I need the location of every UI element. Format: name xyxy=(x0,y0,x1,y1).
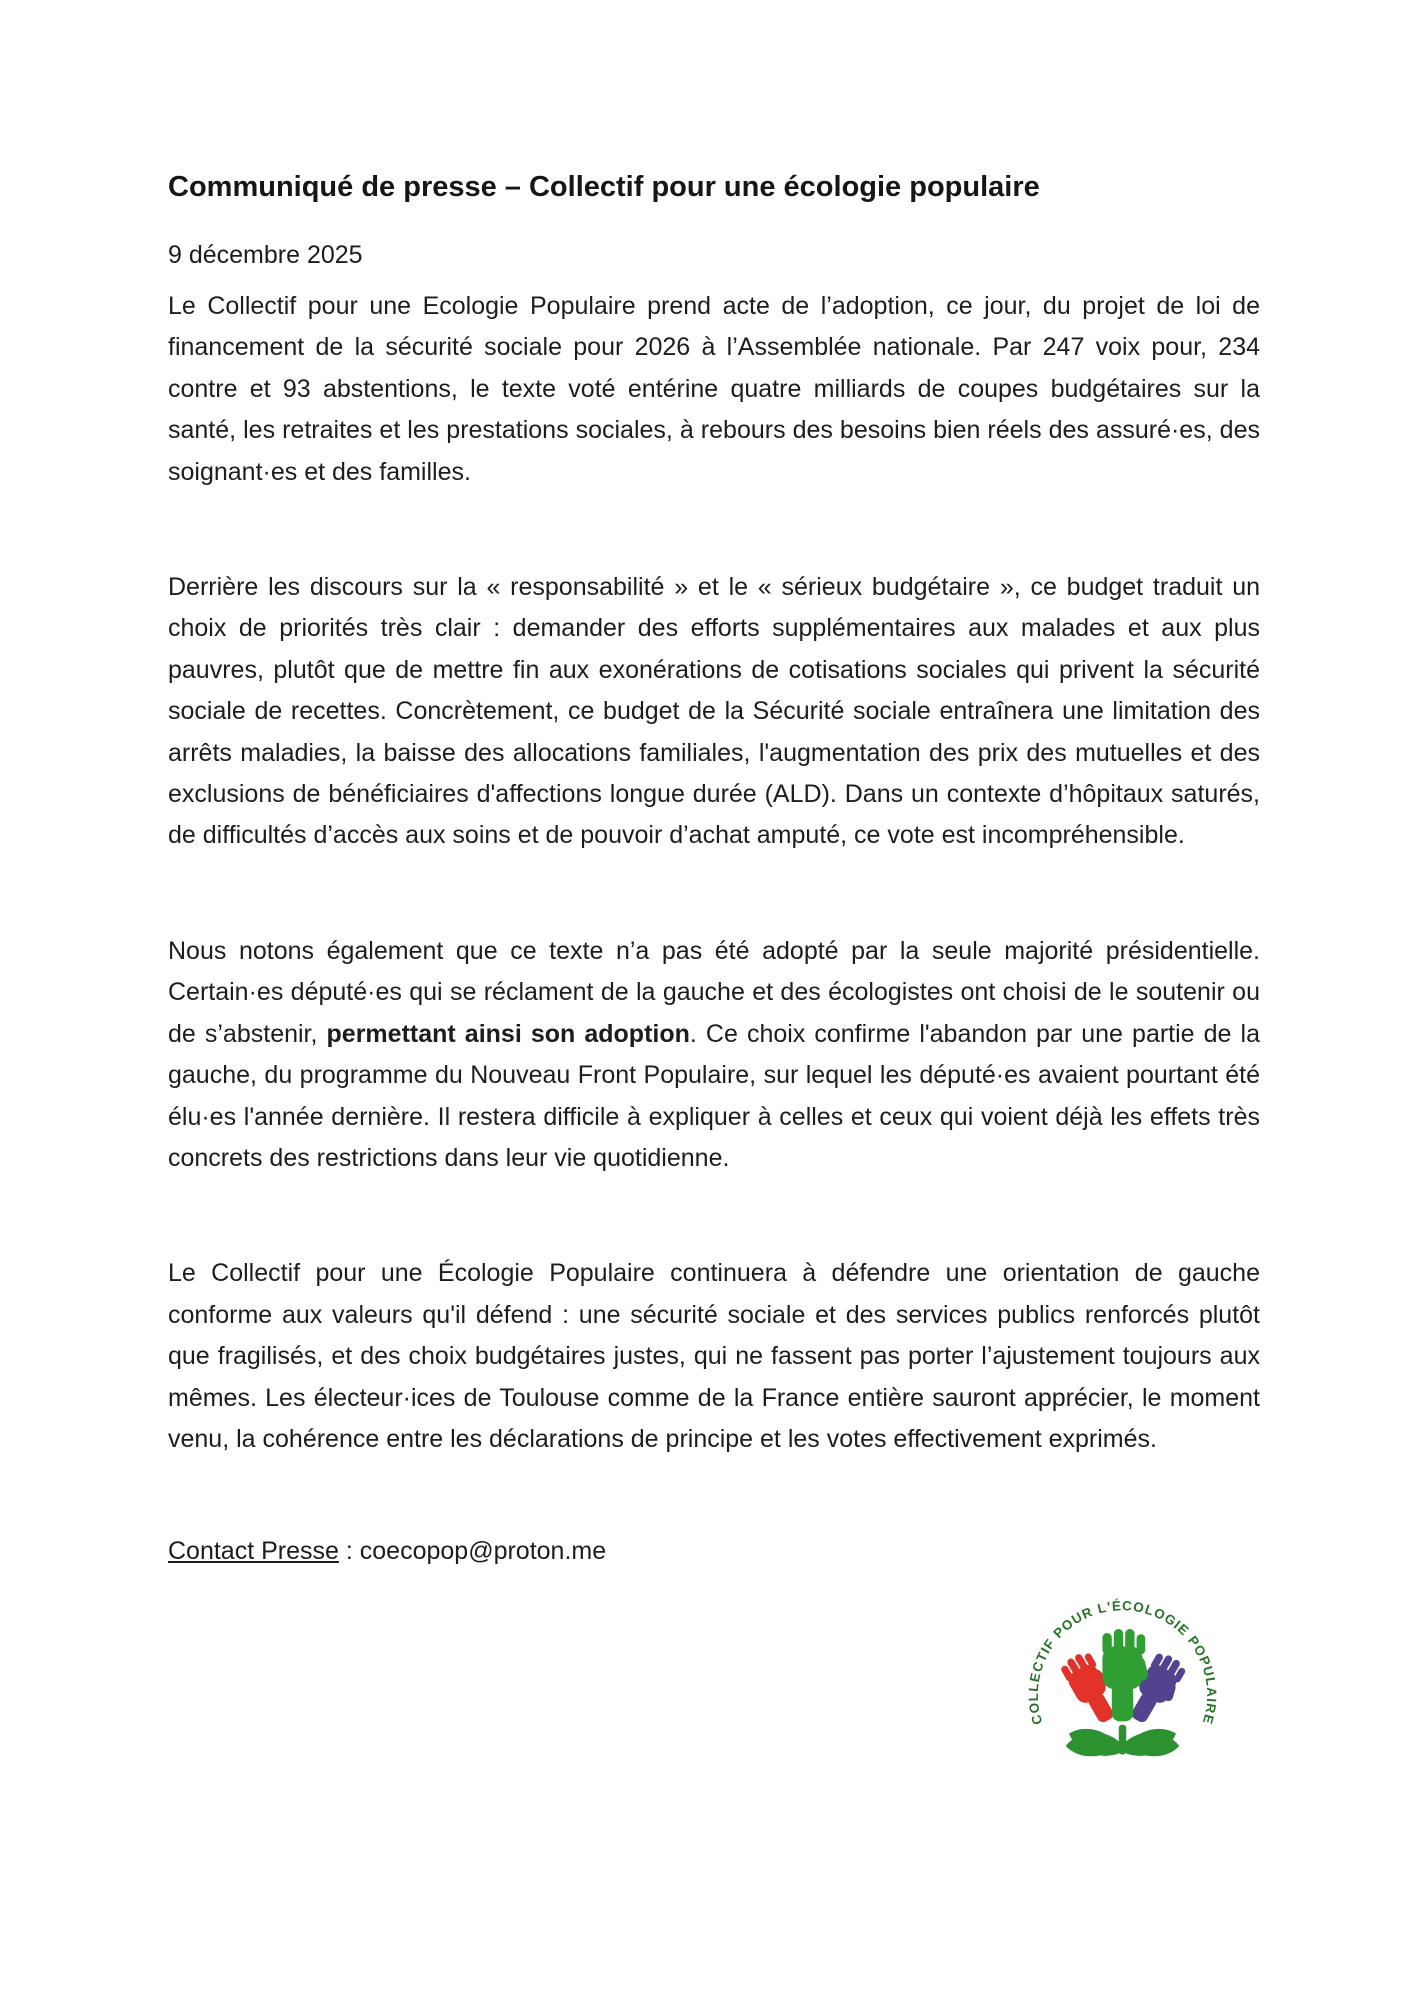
collectif-ecologie-populaire-logo-icon xyxy=(1015,1566,1230,1791)
leaves-icon xyxy=(1065,1721,1180,1764)
paragraph-commitment: Le Collectif pour une Écologie Populaire continuera à défendre une orientation de gauche conforme aux valeurs qu'il défend : une sécurité sociale et des services publics renforcés plutôt que fragilisés, et des choix budgétaires justes, qui ne fassent pas porter l’ajustement toujours aux mêmes. Les électeur·ices de Toulouse comme de la France entière sauront apprécier, le moment venu, la cohérence entre les déclarations de principe et les votes effectivement exprimés. xyxy=(168,1259,1260,1453)
contact-separator: : xyxy=(338,1537,360,1566)
document-body xyxy=(168,170,1260,1568)
organization-logo xyxy=(1015,1566,1230,1791)
contact-label: Contact Presse xyxy=(168,1537,339,1566)
logo-arc-text: COLLECTIF POUR L'ÉCOLOGIE POPULAIRE xyxy=(1025,1598,1220,1727)
paragraph-vote-analysis-pre: Nous notons également que ce texte n’a pas été adopté par la seule majorité présidentielle. Certain·es député·es qui se réclament de la gauche et des écologistes ont choisi de le soutenir ou de s’abstenir, xyxy=(168,936,1260,1048)
contact-line xyxy=(168,1534,1260,1568)
paragraph-vote-analysis xyxy=(168,931,1260,1179)
paragraph-vote-analysis-bold: permettant ainsi son adoption xyxy=(326,1019,690,1048)
paragraph-vote-analysis-post: . Ce choix confirme l'abandon par une partie de la gauche, du programme du Nouveau Front Populaire, sur lequel les député·es avaient pourtant été élu·es l'année dernière. Il restera difficile à expliquer à celles et ceux qui voient déjà les effets très concrets des restrictions dans leur vie quotidienne. xyxy=(168,1019,1260,1172)
page-title: Communiqué de presse – Collectif pour une écologie populaire xyxy=(168,171,1040,203)
paragraph-budget-choices: Derrière les discours sur la « responsabilité » et le « sérieux budgétaire », ce budget traduit un choix de priorités très clair : demander des efforts supplémentaires aux malades et aux plus pauvres, plutôt que de mettre fin aux exonérations de cotisations sociales qui privent la sécurité sociale de recettes. Concrètement, ce budget de la Sécurité sociale entraînera une limitation des arrêts maladies, la baisse des allocations familiales, l'augmentation des prix des mutuelles et des exclusions de bénéficiaires d'affections longue durée (ALD). Dans un contexte d’hôpitaux saturés, de difficultés d’accès aux soins et de pouvoir d’achat amputé, ce vote est incompréhensible. xyxy=(168,573,1260,850)
contact-email: coecopop@proton.me xyxy=(359,1537,607,1566)
paragraph-adoption: Le Collectif pour une Ecologie Populaire prend acte de l’adoption, ce jour, du projet de loi de financement de la sécurité sociale pour 2026 à l’Assemblée nationale. Par 247 voix pour, 234 contre et 93 abstentions, le texte voté entérine quatre milliards de coupes budgétaires sur la santé, les retraites et les prestations sociales, à rebours des besoins bien réels des assuré·es, des soignant·es et des familles. xyxy=(168,292,1260,486)
date-line: 9 décembre 2025 xyxy=(168,241,363,269)
